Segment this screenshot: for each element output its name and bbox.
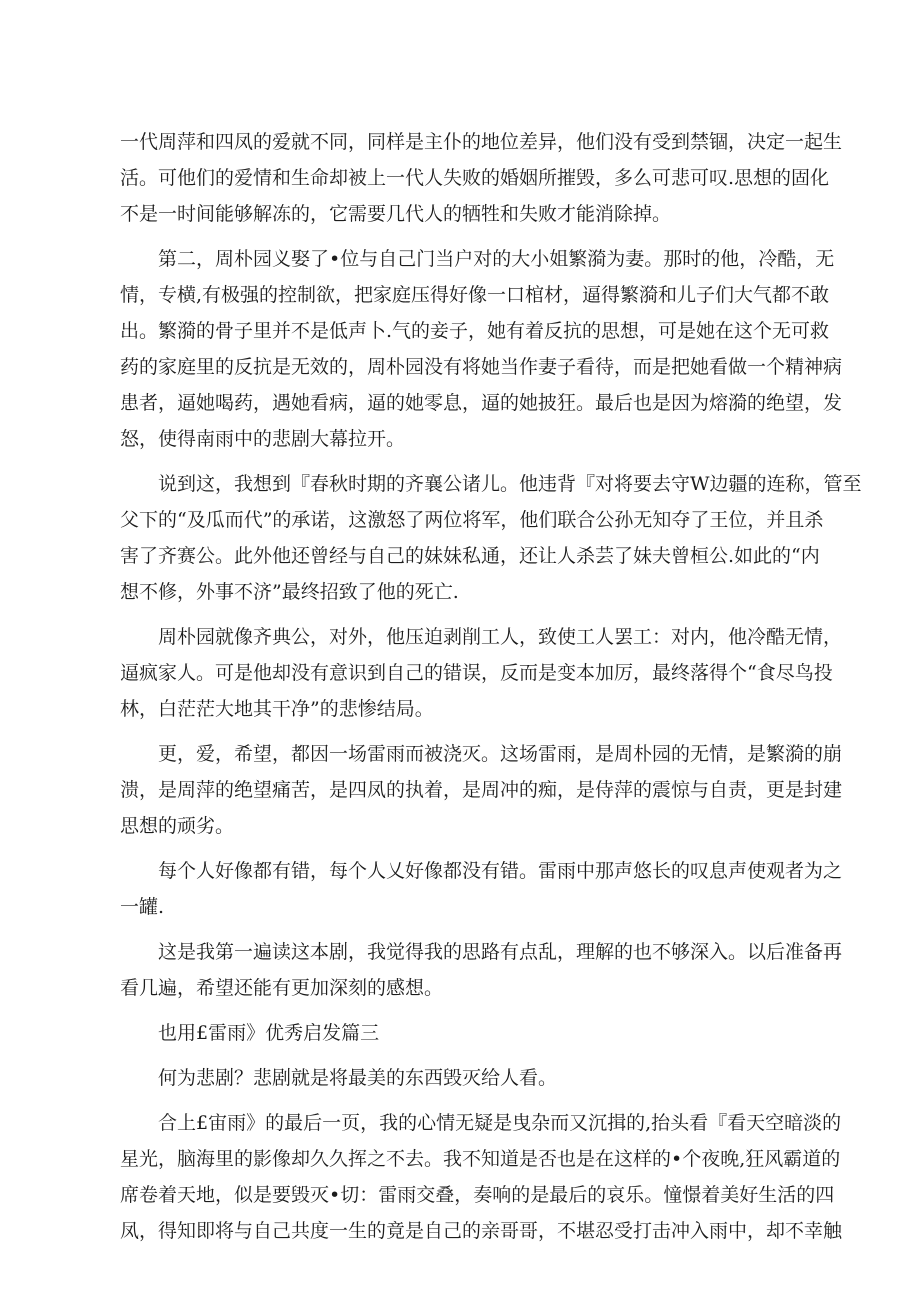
- text-line: 出。繁漪的骨子里并不是低声卜.气的妾子，她有着反抗的思想，可是她在这个无可救: [120, 320, 830, 342]
- text-line: 情，专横,有极强的控制欲，把家庭压得好像一口棺材，逼得繁漪和儿子们大气都不敢: [120, 284, 830, 306]
- text-line: 说到这，我想到『春秋时期的齐襄公诸儿。他违背『对将要去守W边疆的连称，管至: [158, 473, 862, 495]
- paragraph-9: [120, 1060, 796, 1096]
- text-line: 星光，脑海里的影像却久久挥之不去。我不知道是否也是在这样的•个夜晚,狂风霸道的: [120, 1148, 841, 1170]
- text-line: 父下的“及瓜而代”的承诺，这激怒了两位将军，他们联合公孙无知夺了王位，并且杀: [120, 509, 824, 531]
- paragraph-6: [120, 853, 843, 925]
- text-line: 活。可他们的爱情和生命却被上一代人失败的婚姻所摧毁，多么可悲可叹.思想的固化: [120, 167, 830, 189]
- text-line: 席卷着天地，似是要毁灭•切：雷雨交叠，奏响的是最后的哀乐。憧憬着美好生活的四: [120, 1184, 835, 1206]
- paragraph-10: [120, 1105, 843, 1249]
- text-line: 合上£宙雨》的最后一页，我的心情无疑是曳杂而又沉揖的,抬头看『看天空暗淡的: [158, 1112, 842, 1134]
- paragraph-1: [120, 124, 843, 232]
- text-line: 怒，使得南雨中的悲剧大幕拉开。: [120, 428, 406, 450]
- section-heading: [120, 1015, 796, 1051]
- paragraph-4: [120, 619, 843, 727]
- text-line: 一代周萍和四凤的爱就不同，同样是主仆的地位差异，他们没有受到禁锢，决定一起生: [120, 131, 843, 153]
- text-line: 凤，得知即将与自己共度一生的竟是自己的亲哥哥，不堪忍受打击冲入雨中，却不幸触: [120, 1220, 843, 1242]
- paragraph-5: [120, 736, 843, 844]
- document-body: [120, 124, 862, 1258]
- text-line: 患者，逼她喝药，遇她看病，逼的她零息，逼的她披狂。最后也是因为熔漪的绝望，发: [120, 392, 843, 414]
- text-line: 害了齐赛公。此外他还曾经与自己的妹妹私通，还让人杀芸了妹夫曾桓公.如此的“内: [120, 545, 820, 567]
- heading-line: 也用£雷雨》优秀启发篇三: [158, 1022, 380, 1044]
- text-line: 思想的顽劣。: [120, 815, 235, 837]
- text-line: 药的家庭里的反抗是无效的，周朴园没有将她当作妻子看待，而是把她看做一个精神病: [120, 356, 843, 378]
- text-line: 每个人好像都有错，每个人乂好像都没有错。雷雨中那声悠长的叹息声使观者为之: [158, 860, 843, 882]
- text-line: 看几遍，希望还能有更加深刻的感想。: [120, 977, 444, 999]
- paragraph-2: [120, 241, 843, 457]
- text-line: 何为悲剧？悲剧就是将最美的东西毁灭给人看。: [158, 1067, 558, 1089]
- paragraph-7: [120, 934, 843, 1006]
- paragraph-3: [120, 466, 862, 610]
- text-line: 溃，是周萍的绝望痛苦，是四凤的执着，是周冲的痴，是侍萍的震惊与自责，更是封建: [120, 779, 843, 801]
- text-line: 这是我第一遍读这本剧，我觉得我的思路有点乱，理解的也不够深入。以后准备再: [158, 941, 843, 963]
- text-line: 想不修，外事不济”最终招致了他的死亡.: [120, 581, 459, 603]
- text-line: 不是一时间能够解冻的，它需要几代人的牺牲和失败才能消除掉。: [120, 203, 672, 225]
- text-line: 周朴园就像齐典公，对外，他压迫剥削工人，致使工人罢工：对内，他冷酷无情，: [158, 626, 843, 648]
- text-line: 第二，周朴园义娶了•位与自己门当户对的大小姐繁漪为妻。那时的他，冷酷，无: [158, 248, 835, 270]
- text-line: 逼疯家人。可是他却没有意识到自己的错误，反而是变本加厉，最终落得个“食尽鸟投: [120, 662, 833, 684]
- text-line: 林，白茫茫大地其干净”的悲惨结局。: [120, 698, 434, 720]
- text-line: 更，爱，希望，都因一场雷雨而被浇灭。这场雷雨，是周朴园的无情，是繁漪的崩: [158, 743, 843, 765]
- text-line: 一罐.: [120, 896, 165, 918]
